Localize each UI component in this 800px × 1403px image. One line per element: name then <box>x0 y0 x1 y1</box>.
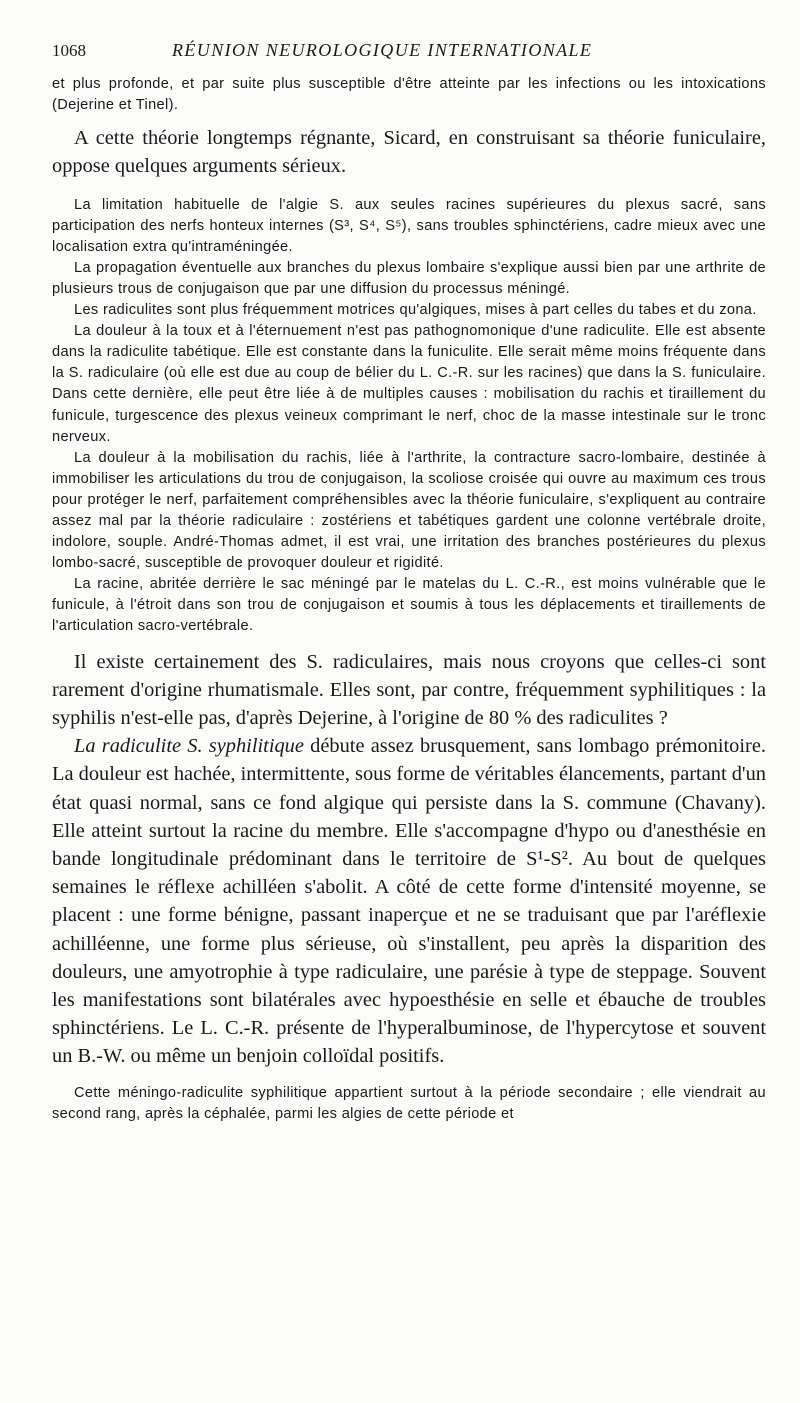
argument-paragraph: La racine, abritée derrière le sac méningé par le matelas du L. C.-R., est moins vulnérable que le funicule, à l'étroit dans son trou de conjugaison et soumis à tous les déplacements et tiraillements de l'articulation sacro-vertébrale. <box>52 576 766 635</box>
argument-paragraph: La propagation éventuelle aux branches du plexus lombaire s'explique aussi bien par une arthrite de plusieurs trous de conjugaison que par une diffusion du processus méningé. <box>52 259 766 297</box>
main-block <box>52 648 766 1071</box>
running-title: RÉUNION NEUROLOGIQUE INTERNATIONALE <box>172 40 593 60</box>
argument-paragraph: La douleur à la toux et à l'éternuement n'est pas pathognomonique d'une radiculite. Elle est absente dans la radiculite tabétique. Elle est constante dans la funiculite. Elle serait même moins fréquente dans la S. radiculaire (où elle est due au coup de bélier du L. C.-R. sur les racines) que dans la S. funiculaire. Dans cette dernière, elle peut être liée à de multiples causes : mobilisation du rachis et tiraillement du funicule, turgescence des plexus veineux comprimant le nerf, choc de la masse intestinale sur le tronc nerveux. <box>52 323 766 445</box>
page <box>52 40 766 1125</box>
arguments-block <box>52 195 766 638</box>
closing-paragraph: Cette méningo-radiculite syphilitique appartient surtout à la période secondaire ; elle viendrait au second rang, après la céphalée, parmi les algies de cette période et <box>52 1084 766 1122</box>
intro-block <box>52 74 766 116</box>
main-paragraph-1: Il existe certainement des S. radiculaires, mais nous croyons que celles-ci sont rarement d'origine rhumatismale. Elles sont, par contre, fréquemment syphilitiques : la syphilis n'est-elle pas, d'après Dejerine, à l'origine de 80 % des radiculites ? <box>52 650 766 729</box>
argument-paragraph: Les radiculites sont plus fréquemment motrices qu'algiques, mises à part celles du tabes et du zona. <box>74 302 757 319</box>
lead-block <box>52 124 766 180</box>
lead-paragraph: A cette théorie longtemps régnante, Sicard, en construisant sa théorie funiculaire, oppose quelques arguments sérieux. <box>52 127 766 178</box>
running-head <box>52 40 766 70</box>
main-paragraph-2 <box>52 732 766 1070</box>
section-run-in-title: La radiculite S. syphilitique <box>74 735 304 758</box>
closing-block <box>52 1083 766 1125</box>
intro-paragraph: et plus profonde, et par suite plus susceptible d'être atteinte par les infections ou les intoxications (Dejerine et Tinel). <box>52 76 766 114</box>
page-number: 1068 <box>52 41 86 60</box>
main-paragraph-2-body: débute assez brusquement, sans lombago prémonitoire. La douleur est hachée, intermittente, sous forme de véritables élancements, partant d'un état quasi normal, sans ce fond algique qui persiste dans la S. commune (Chavany). Elle atteint surtout la racine du membre. Elle s'accompagne d'hypo ou d'anesthésie en bande longitudinale prédominant dans le territoire de S¹-S². Au bout de quelques semaines le réflexe achilléen s'abolit. A côté de cette forme d'intensité moyenne, se placent : une forme bénigne, passant inaperçue et ne se traduisant que par l'aréflexie achilléenne, une forme plus sérieuse, où s'installent, peu après la disparition des douleurs, une amyotrophie à type radiculaire, une parésie à type de steppage. Souvent les manifestations sont bilatérales avec hypoesthésie en selle et ébauche de troubles sphinctériens. Le L. C.-R. présente de l'hyperalbuminose, de l'hypercytose et souvent un B.-W. ou même un benjoin colloïdal positifs. <box>52 735 766 1068</box>
argument-paragraph: La limitation habituelle de l'algie S. aux seules racines supérieures du plexus sacré, sans participation des nerfs honteux internes (S³, S⁴, S⁵), sans troubles sphinctériens, cadre mieux avec une localisation extra qu'intraméningée. <box>52 196 766 255</box>
argument-paragraph: La douleur à la mobilisation du rachis, liée à l'arthrite, la contracture sacro-lombaire, destinée à immobiliser les articulations du trou de conjugaison, la scoliose croisée qui ouvre au maximum ces trous pour protéger le nerf, parfaitement compréhensibles avec la théorie funiculaire, s'expliquent au contraire assez mal par la théorie radiculaire : zostériens et tabétiques gardent une colonne vertébrale droite, indolore, souple. André-Thomas admet, il est vrai, une irritation des branches postérieures du plexus lombo-sacré, susceptible de provoquer douleur et rigidité. <box>52 449 766 572</box>
